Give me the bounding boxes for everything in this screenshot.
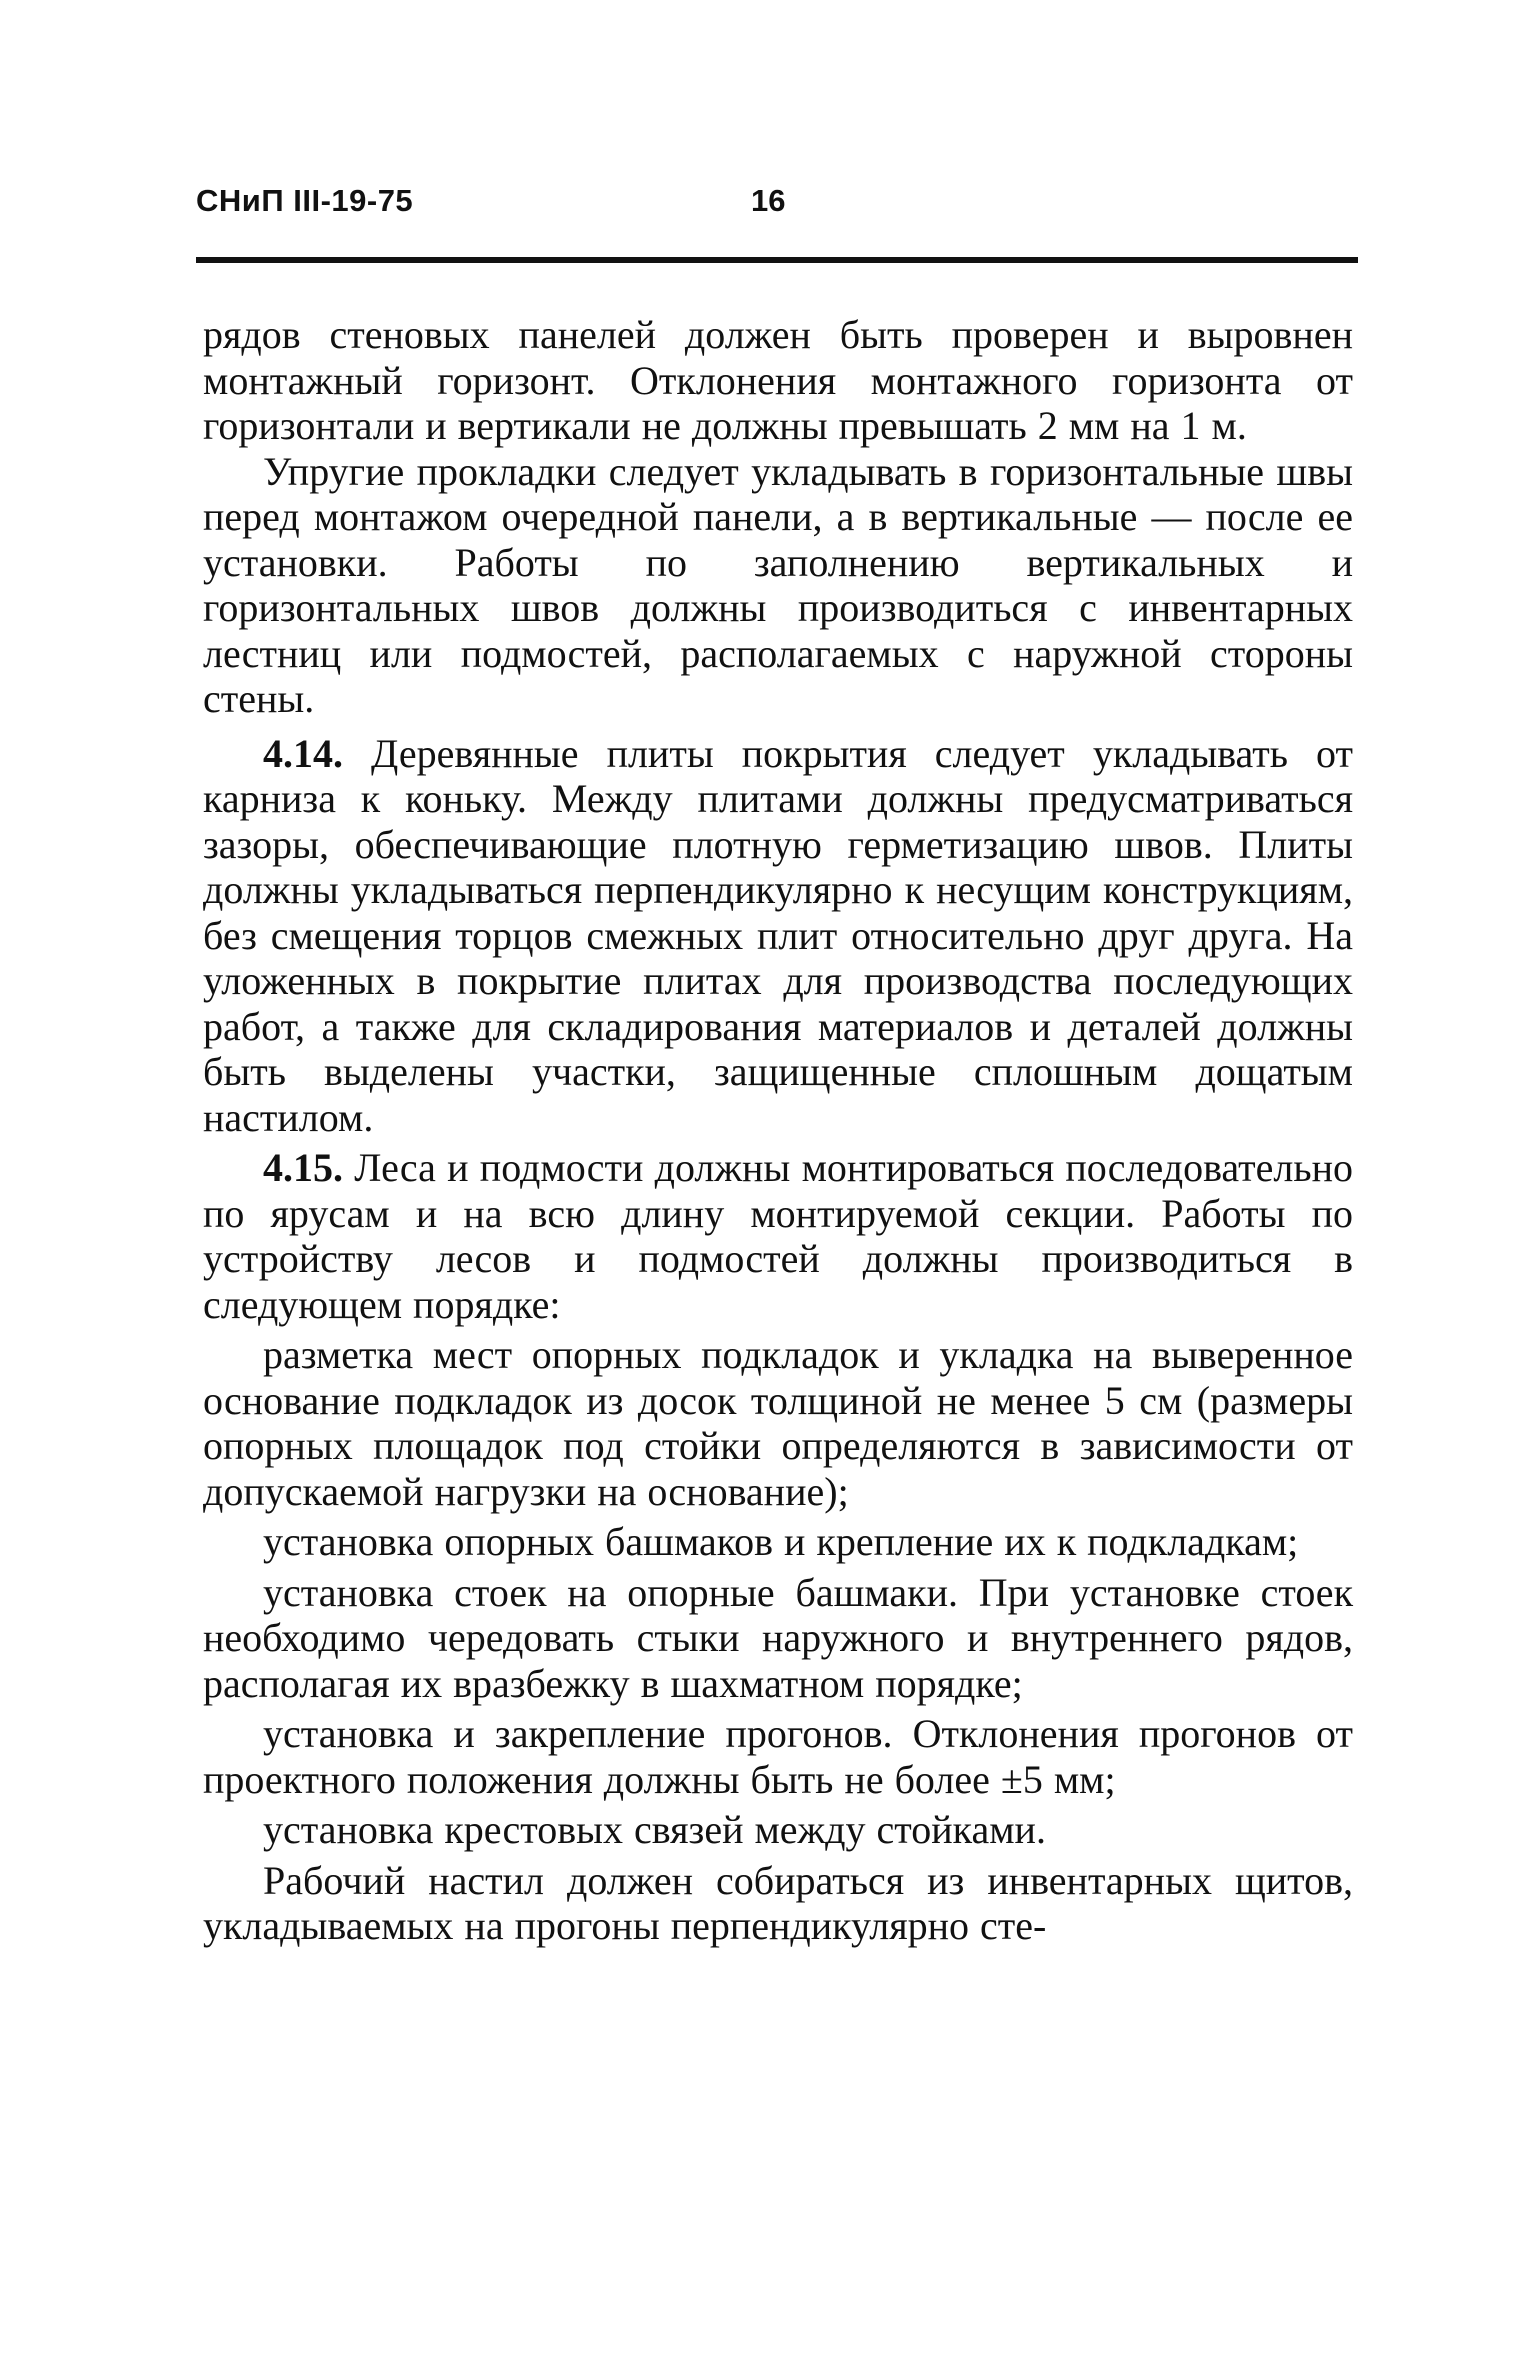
page-number: 16 <box>751 183 786 218</box>
list-item-bracing: установка крестовых связей между стойками. <box>263 1807 1046 1852</box>
document-body <box>203 312 1353 1949</box>
paragraph-deck: Рабочий настил должен собираться из инвентарных щитов, укладываемых на прогоны перпендикулярно сте- <box>203 1857 1353 1948</box>
list-item-shoes: установка опорных башмаков и крепление их к подкладкам; <box>263 1519 1299 1564</box>
paragraph-4-14-text: Деревянные плиты покрытия следует укладывать от карниза к коньку. Между плитами должны предусматриваться зазоры, обеспечивающие плотную герметизацию швов. Плиты должны укладываться перпендикулярно к несущим конструкциям, без смещения торцов смежных плит относительно друг друга. На уложенных в покрытие плитах для производства последующих работ, а также для складирования материалов и деталей должны быть выделены участки, защищенные сплошным дощатым настилом. <box>203 730 1353 1140</box>
paragraph-4-15-text: Леса и подмости должны монтироваться последовательно по ярусам и на всю длину монтируемой секции. Работы по устройству лесов и подмостей должны производиться в следующем порядке: <box>203 1145 1353 1327</box>
section-number-4-14: 4.14. <box>263 730 343 776</box>
header-rule <box>196 257 1358 263</box>
paragraph-gaskets: Упругие прокладки следует укладывать в горизонтальные швы перед монтажом очередной панели, а в вертикальные — после ее установки. Работы по заполнению вертикальных и горизонтальных швов должны производиться с инвентарных лестниц или подмостей, располагаемых с наружной стороны стены. <box>203 448 1353 721</box>
paragraph-4-14 <box>203 731 1353 1141</box>
paragraph-continuation: рядов стеновых панелей должен быть проверен и выровнен монтажный горизонт. Отклонения монтажного горизонта от горизонтали и вертикали не должны превышать 2 мм на 1 м. <box>203 312 1353 448</box>
page-header <box>196 183 1356 223</box>
list-item-purlins: установка и закрепление прогонов. Отклонения прогонов от проектного положения должны быть не более ±5 мм; <box>203 1711 1353 1802</box>
list-item-marking: разметка мест опорных подкладок и укладка на выверенное основание подкладок из досок толщиной не менее 5 см (размеры опорных площадок под стойки определяются в зависимости от допускаемой нагрузки на основание); <box>203 1332 1353 1514</box>
paragraph-4-15 <box>203 1145 1353 1327</box>
section-number-4-15: 4.15. <box>263 1145 343 1190</box>
list-item-posts: установка стоек на опорные башмаки. При установке стоек необходимо чередовать стыки наружного и внутреннего рядов, располагая их вразбежку в шахматном порядке; <box>203 1569 1353 1706</box>
document-code: СНиП III-19-75 <box>196 183 414 218</box>
